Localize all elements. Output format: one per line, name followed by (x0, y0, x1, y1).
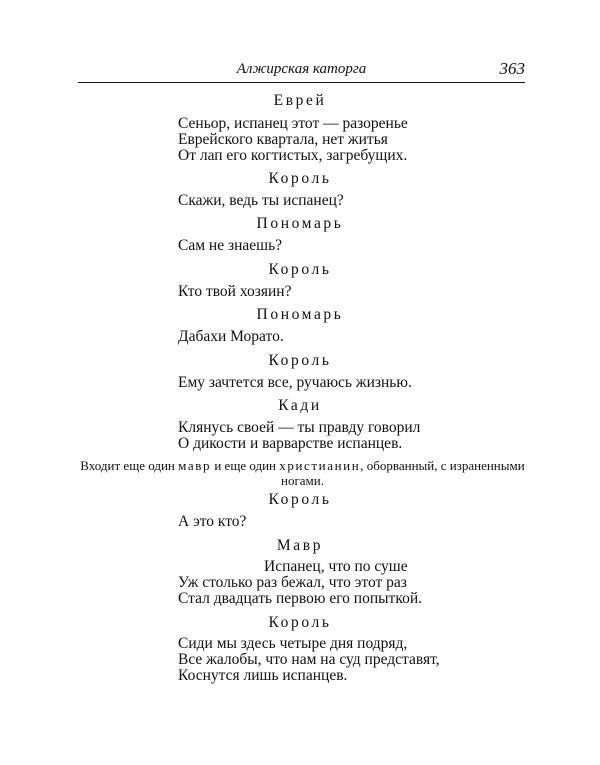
stage-direction-text: ногами. (281, 473, 324, 488)
speaker-name: Король (268, 614, 332, 631)
speaker-name: Король (268, 261, 332, 278)
stage-direction (75, 458, 530, 488)
speaker-name: Пономарь (256, 306, 344, 323)
verse-line: Все жалобы, что нам на суд представят, (178, 651, 440, 668)
verse-line: О дикости и варварстве испанцев. (178, 435, 403, 452)
running-title: Алжирская каторга (236, 61, 367, 77)
verse-line: Дабахи Морато. (178, 328, 284, 345)
verse-line: Кто твой хозяин? (178, 283, 292, 300)
speaker-name: Мавр (276, 537, 324, 554)
speaker-name: Пономарь (256, 215, 344, 232)
speaker-name: Король (268, 352, 332, 369)
verse-line: Сиди мы здесь четыре дня подряд, (178, 635, 408, 652)
verse-line: Испанец, что по суше (264, 558, 408, 575)
verse-line: Коснутся лишь испанцев. (178, 667, 348, 684)
verse-line: Сам не знаешь? (178, 237, 283, 254)
verse-line: Еврейского квартала, нет житья (178, 131, 388, 148)
stage-direction-christian: христианин (279, 458, 361, 473)
verse-line: Клянусь своей — ты правду говорил (178, 419, 421, 436)
verse-line: Ему зачтется все, ручаюсь жизнью. (178, 374, 412, 391)
speaker-name: Король (268, 491, 332, 508)
stage-direction-mavr: мавр (178, 458, 212, 473)
speaker-name: Король (268, 170, 332, 187)
stage-direction-text: и еще один (211, 458, 280, 473)
verse-line: Сеньор, испанец этот — разоренье (178, 115, 408, 132)
speaker-name: Еврей (273, 92, 327, 109)
stage-direction-text: Входит еще один (80, 458, 179, 473)
verse-line: Скажи, ведь ты испанец? (178, 192, 344, 209)
page-header (78, 58, 525, 83)
verse-line: А это кто? (178, 513, 247, 530)
verse-line: Уж столько раз бежал, что этот раз (178, 574, 407, 591)
speaker-name: Кади (278, 397, 322, 414)
verse-line: От лап его когтистых, загребущих. (178, 147, 408, 164)
page-number: 363 (499, 59, 525, 78)
stage-direction-text: , оборванный, с израненными (360, 458, 525, 473)
verse-line: Стал двадцать первою его попыткой. (178, 590, 422, 607)
